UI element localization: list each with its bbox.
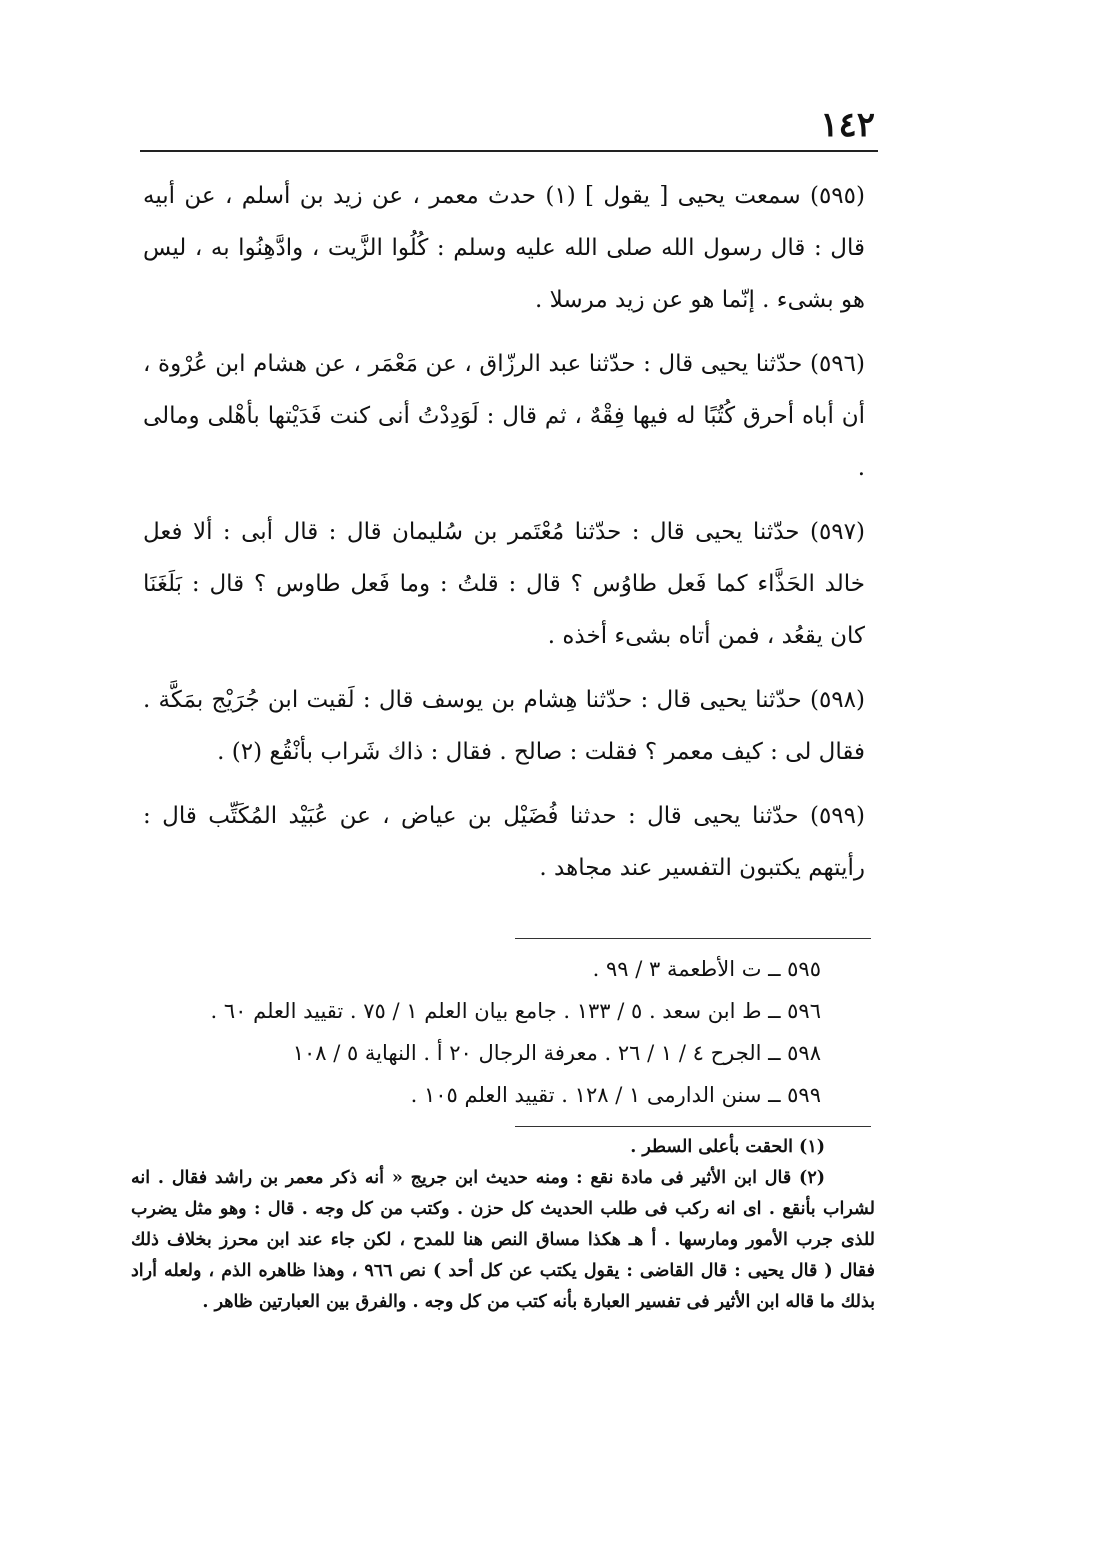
source-ref-595: ٥٩٥ ــ ت الأطعمة ٣ / ٩٩ . <box>592 957 821 981</box>
hadith-entry-596: (٥٩٦) حدّثنا يحيى قال : حدّثنا عبد الرزّاق ، عن مَعْمَر ، عن هشام ابن عُرْوة ، أن أباه أحرق كُتُبًا له فيها فِقْهٌ ، ثم قال : لَوَدِدْتُ أنى كنت فَدَيْتها بأهْلى ومالى . <box>143 351 865 481</box>
footnotes-divider <box>515 1126 871 1127</box>
page-number: ١٤٢ <box>820 105 875 145</box>
main-text <box>143 170 865 906</box>
hadith-entry-595: (٥٩٥) سمعت يحيى [ يقول ] (١) حدث معمر ، عن زيد بن أسلم ، عن أبيه قال : قال رسول الله صلى الله عليه وسلم : كُلُوا الزَّيت ، وادَّهِنُوا به ، ليس هو بشىء . إنّما هو عن زيد مرسلا . <box>143 183 865 313</box>
footnote-2: (٢) قال ابن الأثير فى مادة نقع : ومنه حديث ابن جريج « أنه ذكر معمر بن راشد فقال . انه لشراب بأنقع . اى انه ركب فى طلب الحديث كل حزن . وكتب من كل وجه . قال : وهو مثل يضرب للذى جرب الأمور ومارسها . أ هـ هكذا مساق النص هنا للمدح ، لكن جاء عند ابن محرز بخلاف ذلك فقال ( قال يحيى : قال القاضى : يقول يكتب عن كل أحد ) نص ٩٦٦ ، وهذا ظاهره الذم ، ولعله أراد بذلك ما قاله ابن الأثير فى تفسير العبارة بأنه كتب من كل وجه . والفرق بين العبارتين ظاهر . <box>131 1168 875 1312</box>
hadith-entry-597: (٥٩٧) حدّثنا يحيى قال : حدّثنا مُعْتَمر بن سُليمان قال : قال أبى : ألا فعل خالد الحَذَّاء كما فَعل طاوُس ؟ قال : قلتُ : وما فَعل طاوس ؟ قال : بَلَغَنَا كان يقعُد ، فمن أتاه بشىء أخذه . <box>143 519 865 649</box>
source-ref-598: ٥٩٨ ــ الجرح ٤ / ١ / ٢٦ . معرفة الرجال ٢٠ أ . النهاية ٥ / ١٠٨ <box>292 1041 821 1065</box>
header-rule <box>140 150 878 152</box>
source-references <box>121 948 821 1116</box>
footnotes <box>131 1132 875 1318</box>
hadith-entry-599: (٥٩٩) حدّثنا يحيى قال : حدثنا فُضَيْل بن عياض ، عن عُبَيْد المُكَتِّب قال : رأيتهم يكتبون التفسير عند مجاهد . <box>143 803 865 881</box>
sources-divider <box>515 938 871 939</box>
footnote-1: (١) الحقت بأعلى السطر . <box>630 1137 825 1157</box>
source-ref-596: ٥٩٦ ــ ط ابن سعد . ٥ / ١٣٣ . جامع بيان العلم ١ / ٧٥ . تقييد العلم ٦٠ . <box>210 999 821 1023</box>
hadith-entry-598: (٥٩٨) حدّثنا يحيى قال : حدّثنا هِشام بن يوسف قال : لَقيت ابن جُرَيْج بمَكَّة . فقال لى : كيف معمر ؟ فقلت : صالح . فقال : ذاك شَراب بأنْقُع (٢) . <box>143 687 865 765</box>
source-ref-599: ٥٩٩ ــ سنن الدارمى ١ / ١٢٨ . تقييد العلم ١٠٥ . <box>410 1083 821 1107</box>
